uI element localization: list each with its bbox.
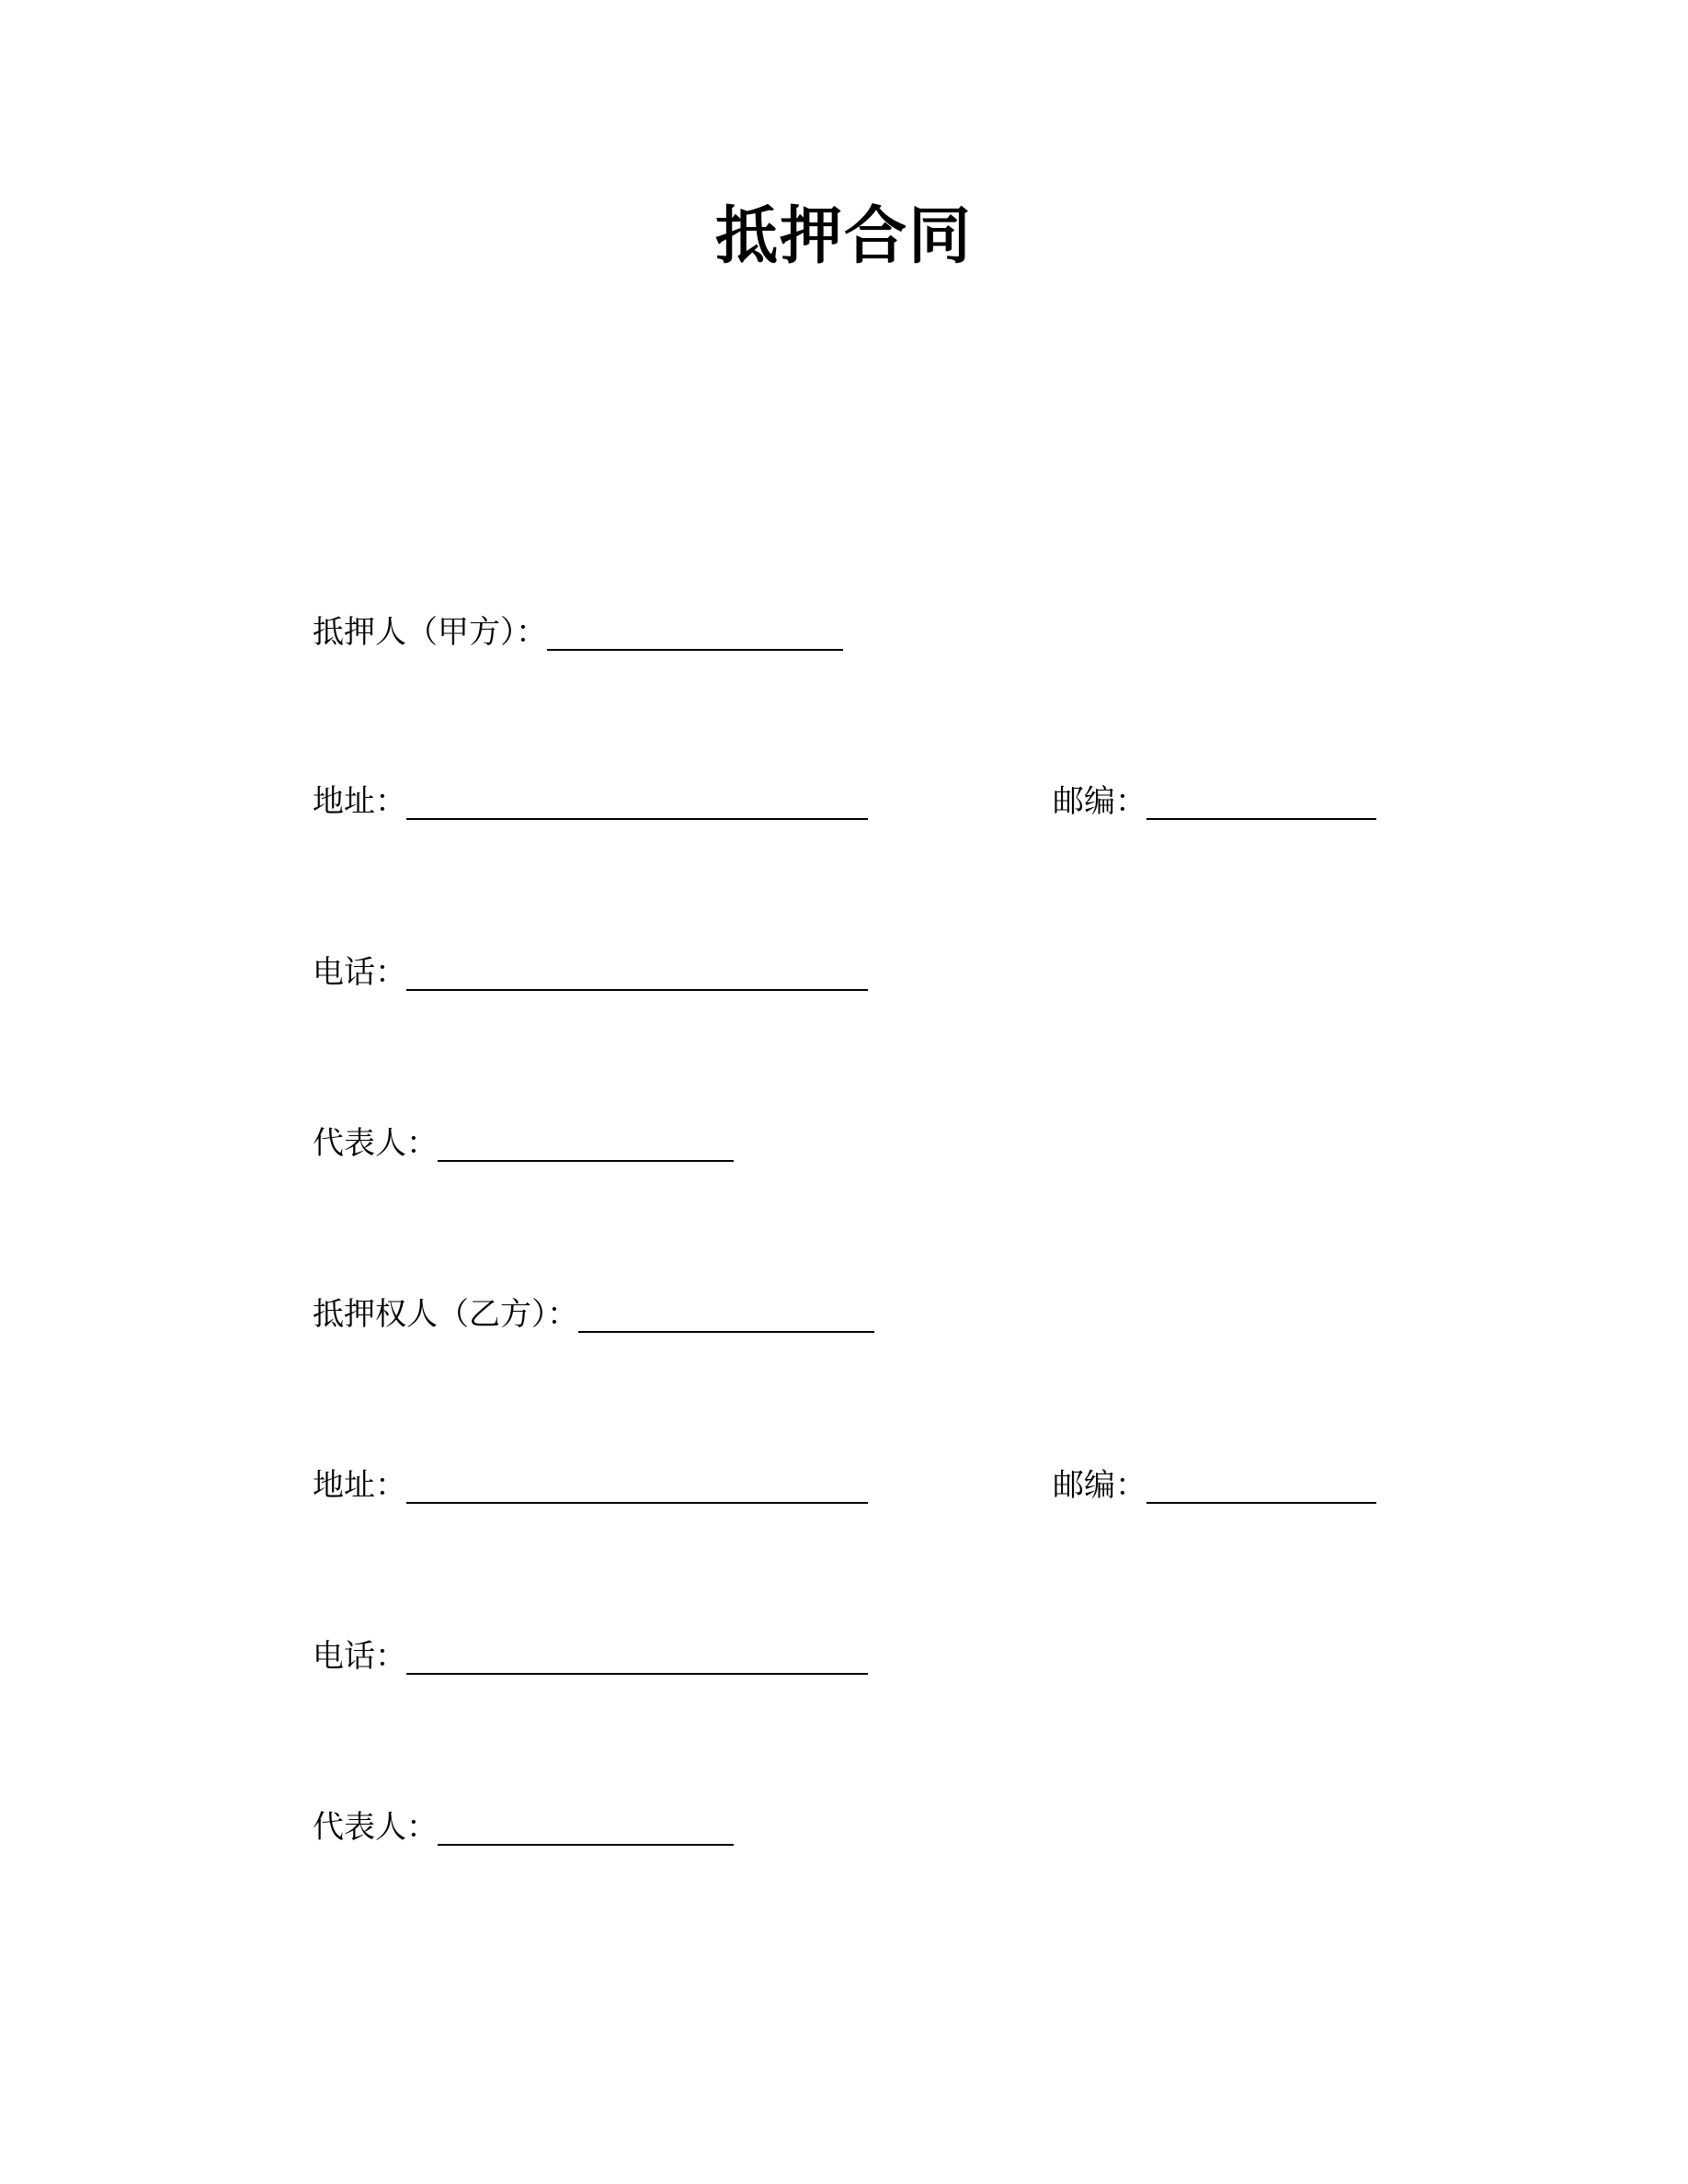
party-a-postcode-label: 邮编：: [1053, 783, 1146, 820]
mortgagor-blank[interactable]: [547, 612, 843, 651]
party-b-representative-label: 代表人：: [313, 1809, 438, 1846]
mortgagor-label: 抵押人（甲方）：: [313, 614, 547, 651]
document-title: 抵押合同: [714, 200, 973, 273]
party-a-address-label: 地址：: [313, 783, 406, 820]
party-a-phone-label: 电话：: [313, 954, 406, 991]
party-a-postcode-field: [1053, 779, 1376, 824]
party-b-postcode-field: [1053, 1463, 1376, 1507]
party-b-phone-label: 电话：: [313, 1638, 406, 1675]
party-a-address-blank[interactable]: [406, 781, 868, 820]
party-a-representative-label: 代表人：: [313, 1125, 438, 1162]
party-b-postcode-blank[interactable]: [1146, 1465, 1376, 1504]
party-b-phone-field: [313, 1634, 868, 1678]
party-a-representative-blank[interactable]: [438, 1123, 734, 1162]
party-b-phone-blank[interactable]: [406, 1636, 868, 1675]
party-a-representative-field: [313, 1121, 734, 1166]
party-a-phone-blank[interactable]: [406, 952, 868, 991]
mortgagee-label: 抵押权人（乙方）：: [313, 1296, 578, 1333]
mortgagor-field: [313, 610, 843, 654]
party-a-phone-field: [313, 950, 868, 995]
party-a-address-field: [313, 779, 868, 824]
party-a-postcode-blank[interactable]: [1146, 781, 1376, 820]
party-b-address-field: [313, 1463, 868, 1507]
party-b-representative-blank[interactable]: [438, 1807, 734, 1846]
mortgagee-blank[interactable]: [578, 1294, 874, 1333]
party-b-address-blank[interactable]: [406, 1465, 868, 1504]
mortgagee-field: [313, 1292, 874, 1337]
party-b-postcode-label: 邮编：: [1053, 1467, 1146, 1504]
party-b-address-label: 地址：: [313, 1467, 406, 1504]
party-b-representative-field: [313, 1805, 734, 1849]
